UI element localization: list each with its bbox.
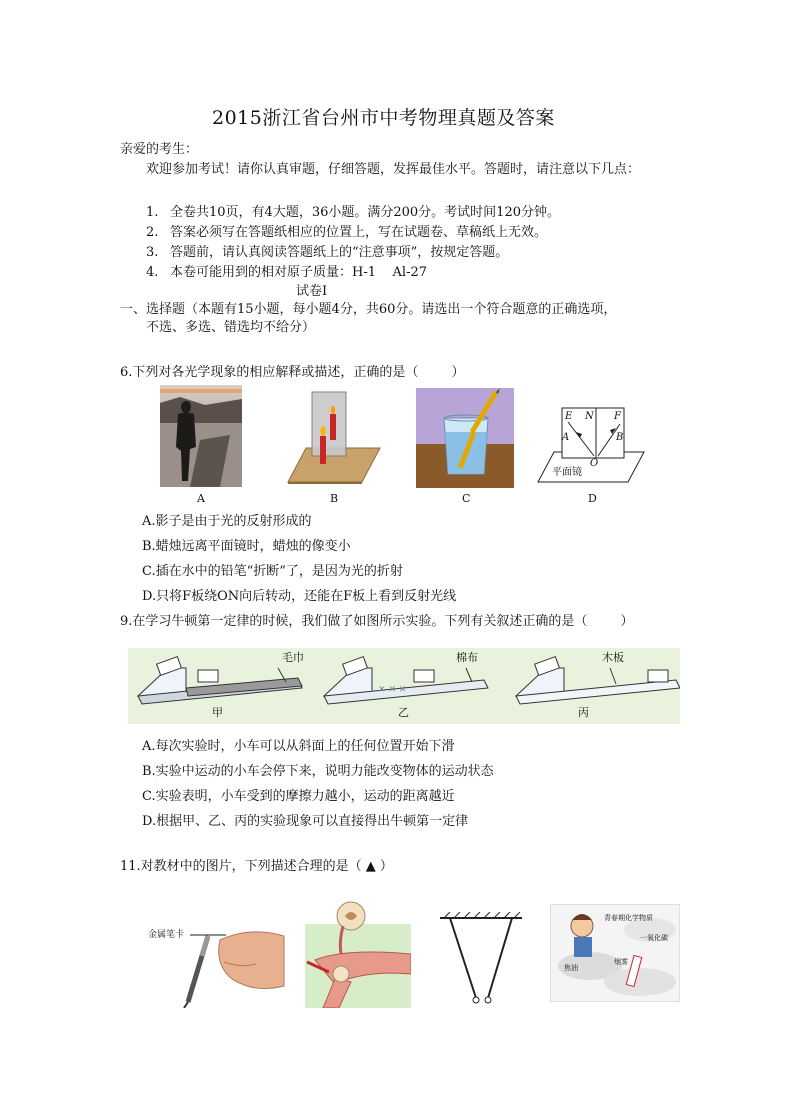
q9-option-d: D.根据甲、乙、丙的实验现象可以直接得出牛顿第一定律 [142,814,469,829]
q6-option-d: D.只将F板绕ON向后转动，还能在F板上看到反射光线 [142,589,457,604]
shadow-photo [160,385,242,487]
surface-cotton: 棉布 [456,651,478,664]
figure-caption-c: C [462,492,471,505]
pencil-in-water-figure [416,388,514,488]
label-a: A [562,432,570,443]
label-b: B [616,432,624,443]
note-number: 4. [146,265,159,280]
figure-caption-b: B [330,492,339,505]
svg-text:✕ ✕ ✕: ✕ ✕ ✕ [378,685,407,695]
note-text: 全卷共10页，有4大题，36小题。满分200分。考试时间120分钟。 [170,205,560,220]
question-9-stem: 9.在学习牛顿第一定律的时候，我们做了如图所示实验。下列有关叙述正确的是（ ） [120,614,634,629]
candle-mirror-figure [286,388,382,484]
label-o: O [590,458,599,469]
q6-option-c: C.插在水中的铅笔“折断”了，是因为光的折射 [142,564,403,579]
note-text: 本卷可能用到的相对原子质量：H-1 Al-27 [170,265,428,280]
q6-option-a: A.影子是由于光的反射形成的 [142,514,312,529]
greeting: 亲爱的考生： [120,142,199,157]
label-f: F [614,411,621,422]
pendulum-figure [436,912,526,1008]
figure-caption-a: A [197,492,205,505]
metal-clip-label: 金属笔卡 [148,930,185,940]
surface-towel: 毛巾 [282,651,304,664]
section-heading: 一、选择题（本题有15小题，每小题4分，共60分。请选出一个符合题意的正确选项， [120,302,617,317]
label-jia: 甲 [212,706,223,719]
label-plane-mirror: 平面镜 [552,467,582,478]
question-11-stem: 11.对教材中的图片，下列描述合理的是（ ▲ ） [120,859,393,874]
paper-label: 试卷Ⅰ [296,284,328,299]
q9-option-c: C.实验表明，小车受到的摩擦力越小，运动的距离越近 [142,789,455,804]
figure-caption-d: D [588,492,597,505]
note-number: 2. [146,225,159,240]
cartoon-label-smoke: 烟雾 [614,958,628,966]
label-n: N [585,411,594,422]
label-e: E [565,411,573,422]
metal-clip-pointer [188,930,228,940]
q6-option-b: B.蜡烛远离平面镜时，蜡烛的像变小 [142,539,351,554]
question-6-stem: 6.下列对各光学现象的相应解释或描述，正确的是（ ） [120,365,465,380]
note-number: 3. [146,245,159,260]
q9-option-b: B.实验中运动的小车会停下来，说明力能改变物体的运动状态 [142,764,494,779]
intro-text: 欢迎参加考试！请你认真审题，仔细答题，发挥最佳水平。答题时，请注意以下几点： [146,162,641,177]
cartoon-label-chemicals: 青春期化学物质 [604,914,653,922]
cartoon-label-co: 一氧化碳 [640,934,668,942]
cartoon-label-tar: 焦油 [564,964,578,972]
q9-option-a: A.每次实验时，小车可以从斜面上的任何位置开始下滑 [142,739,455,754]
surface-wood: 木板 [602,651,624,664]
knee-reflex-figure [305,898,411,1008]
section-heading-cont: 不选、多选、错选均不给分） [146,320,316,335]
label-yi: 乙 [398,706,409,719]
label-bing: 丙 [578,706,589,719]
note-text: 答案必须写在答题纸相应的位置上，写在试题卷、草稿纸上无效。 [170,225,548,240]
page-title: 2015浙江省台州市中考物理真题及答案 [212,107,555,129]
note-number: 1. [146,205,159,220]
note-text: 答题前，请认真阅读答题纸上的“注意事项”，按规定答题。 [170,245,509,260]
